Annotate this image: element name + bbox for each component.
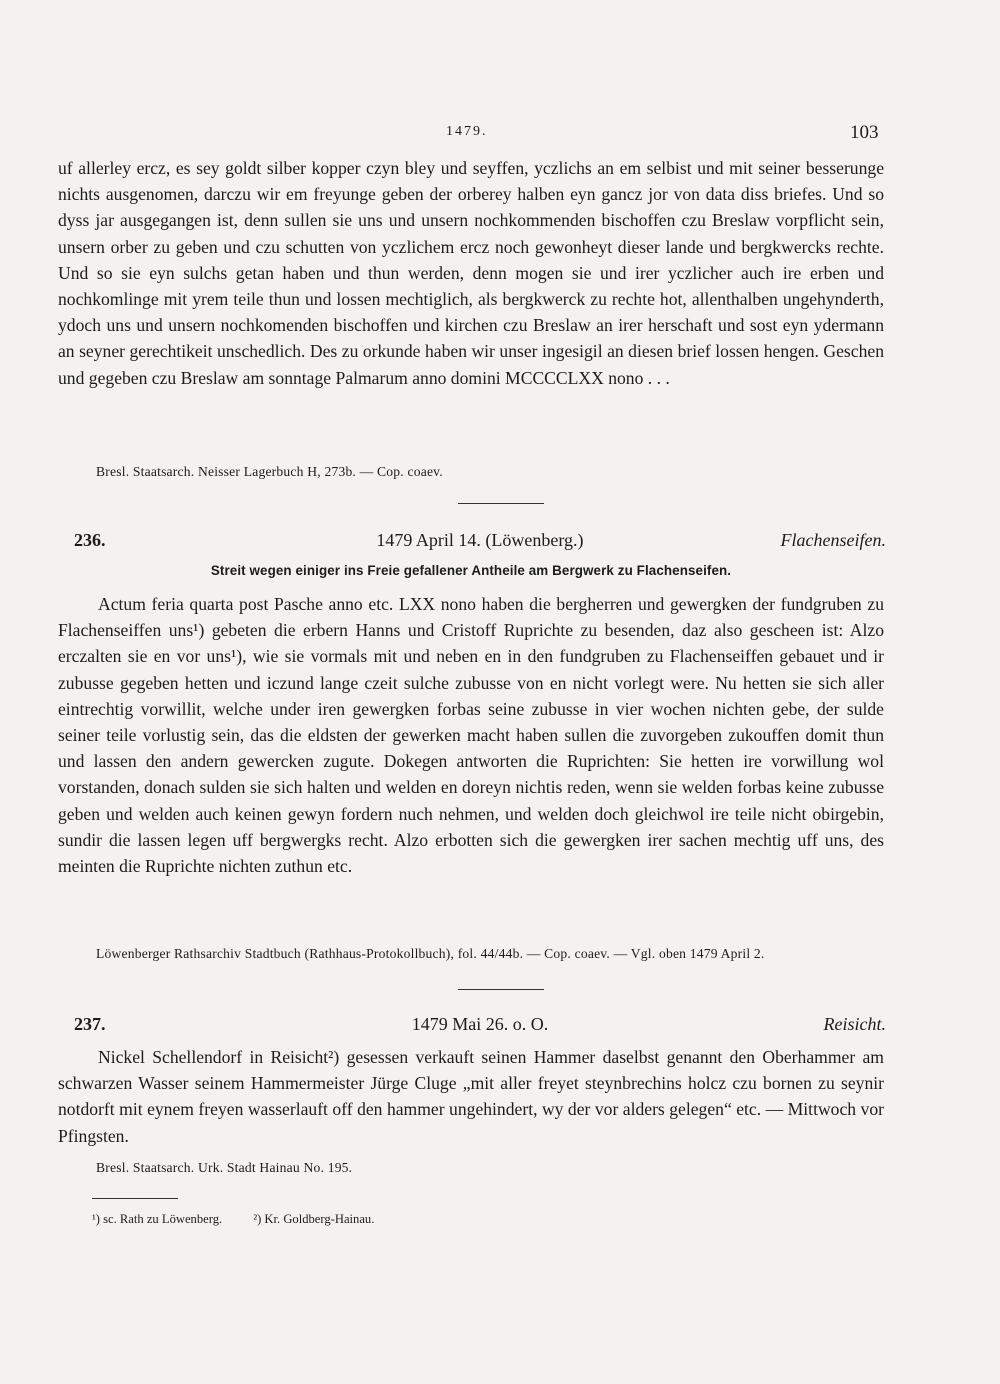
document-number: 237. xyxy=(74,1014,106,1034)
document-heading-236 xyxy=(74,530,886,556)
document-source-237: Bresl. Staatsarch. Urk. Stadt Hainau No. 195. xyxy=(96,1160,353,1175)
document-text-block-237 xyxy=(58,1044,884,1149)
document-number: 236. xyxy=(74,530,106,550)
document-source-block-237 xyxy=(58,1157,884,1178)
document-paragraph-237: Nickel Schellendorf in Reisicht²) gesessen verkauft seinen Hammer daselbst genannt den Oberhammer am schwarzen Wasser seinem Hammermeister Jürge Cluge „mit aller freyet steynbrechins holcz czu bornen zu seynir notdorft mit eynem freyen wasserlauft off den hammer ungehindert, wy der vor alders gelegen“ etc. — Mittwoch vor Pfingsten. xyxy=(58,1047,884,1146)
continuation-source: Bresl. Staatsarch. Neisser Lagerbuch H, 273b. — Cop. coaev. xyxy=(96,464,443,479)
document-paragraph-236: Actum feria quarta post Pasche anno etc. LXX nono haben die bergherren und gewergken der fundgruben zu Flachenseiffen uns¹) gebeten die erbern Hanns und Cristoff Ruprichte zu besenden, daz also gescheen ist: Alzo erczalten sie en vor uns¹), wie sie vormals mit und neben en in den fundgruben zu Flachenseiffen gebauet und ir zubusse gegeben hetten und iczund lange czeit sulche zubusse von en nicht vorlegt were. Nu hetten sie sich aller eintrechtig vorwillit, welche under iren gewergken forbas seine zubusse in vier wochen nichten gebe, der sulde seiner teile vorlustig sein, das die eldsten der gewerken macht haben sullen die zuvorgeben zukouffen domit thun und lassen den andern gewercken zugute. Dokegen antworten die Ruprichten: Sie hetten ire vorwillung wol vorstanden, donach sulden sie sich halten und welden en doreyn nichtis reden, wenn sie welden forbas keine zubusse geben und welden auch keinen gewyn fordern nuch nehmen, und welden doch gleichwol ire teile nicht obirgebin, sundir die lassen legen uff bergwergks recht. Alzo erbotten sich die gewergken irer sachen mechtig uff uns, des meinten die Ruprichte nichten zuthun etc. xyxy=(58,594,884,877)
document-place: Flachenseifen. xyxy=(780,530,886,550)
document-place: Reisicht. xyxy=(823,1014,886,1034)
continuation-text-block xyxy=(58,155,884,391)
document-title-236: Streit wegen einiger ins Freie gefallener Antheile am Bergwerk zu Flachenseifen. xyxy=(210,563,732,578)
document-source-236: Löwenberger Rathsarchiv Stadtbuch (Rathhaus-Protokollbuch), fol. 44/44b. — Cop. coaev. — Vgl. oben 1479 April 2. xyxy=(96,946,765,961)
footnote-divider xyxy=(92,1198,178,1199)
footnotes xyxy=(92,1212,692,1227)
section-divider xyxy=(458,503,544,504)
continuation-paragraph: uf allerley ercz, es sey goldt silber kopper czyn bley und seyffen, yczlichs an em selbist und mit seiner besserunge nichts ausgenomen, darczu wir em freyunge geben der orberey halben eyn gancz jor von data diss briefes. Und so dyss jar ausgegangen ist, denn sullen sie uns und unsern nochkommenden bischoffen czu Breslaw vorpflicht sein, unsern orber zu geben und czu schutten von yczlichem ercz noch gewonheyt dieser lande und bergkwercks rechte. Und so sie eyn sulchs getan haben und thun werden, denn mogen sie und irer yczlicher auch ire erben und nochkomlinge mit yrem teile thun und lossen mechtiglich, als bergkwerck zu rechte hot, allenthalben ungehynderth, ydoch uns und unsern nochkomenden bischoffen und kirchen czu Breslaw an irer herschaft und sost eyn ydermann an seyner gerechtikeit unschedlich. Des zu orkunde haben wir unser ingesigil an diesen brief lossen hengen. Geschen und gegeben czu Breslaw am sonntage Palmarum anno domini MCCCCLXX nono . . . xyxy=(58,158,884,388)
section-divider xyxy=(458,989,544,990)
footnote-1: ¹) sc. Rath zu Löwenberg. xyxy=(92,1212,223,1226)
running-head-year: 1479. xyxy=(446,124,488,139)
document-text-block-236 xyxy=(58,591,884,879)
running-head xyxy=(0,122,1000,146)
document-date: 1479 Mai 26. o. O. xyxy=(411,1014,549,1034)
continuation-source-block xyxy=(58,461,884,482)
document-heading-237 xyxy=(74,1014,886,1040)
document-date: 1479 April 14. (Löwenberg.) xyxy=(376,530,584,550)
page-number: 103 xyxy=(850,122,879,143)
footnote-2: ²) Kr. Goldberg-Hainau. xyxy=(253,1212,375,1226)
document-source-block-236 xyxy=(58,943,884,964)
